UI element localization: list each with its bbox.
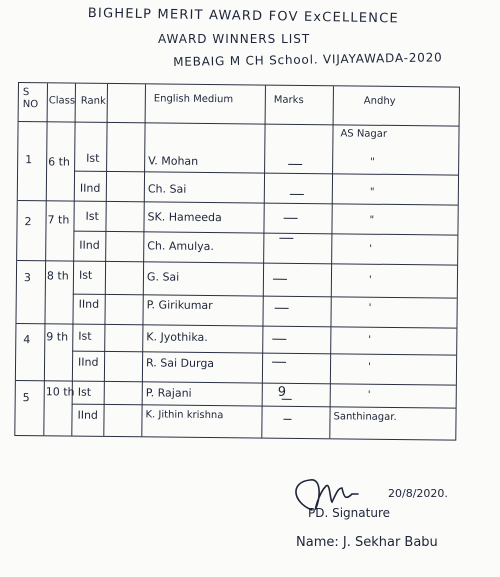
row-3-name: SK. Hameeda (147, 210, 222, 225)
row-1-marks-dash (288, 164, 302, 165)
row-5-marks-dash (273, 279, 287, 280)
row-2-marks-dash (290, 194, 304, 195)
header-rank: Rank (80, 95, 106, 107)
row-10-address: Santhinagar. (333, 411, 397, 423)
row-1-address: " (370, 156, 375, 168)
row-8-address: ' (367, 361, 371, 373)
row-9-marks: 9 (277, 384, 287, 400)
header-class: Class (48, 95, 76, 107)
row-1-sno: 1 (25, 153, 33, 167)
row-divider (18, 200, 458, 206)
row-3-address: " (369, 214, 375, 226)
header-marks: Marks (273, 94, 304, 106)
row-7-sno: 4 (23, 333, 31, 347)
row-7-class: 9 th (46, 330, 69, 344)
row-6-address: ' (368, 302, 372, 314)
document-title-line-3: MEBAIG M CH School. VIJAYAWADA-2020 (173, 50, 443, 69)
row-9-marks-dash (282, 399, 292, 400)
header-sno: S NO (22, 87, 39, 111)
row-4-address: ' (369, 243, 373, 255)
row-8-rank: IInd (78, 355, 99, 369)
row-10-rank: IInd (77, 408, 99, 422)
signature-title: PD. Signature (308, 506, 390, 520)
row-divider (72, 404, 456, 409)
row-3-rank: Ist (85, 209, 99, 223)
row-divider (72, 351, 456, 356)
row-3-class: 7 th (47, 213, 70, 227)
row-4-rank: IInd (79, 238, 100, 252)
row-6-marks-dash (275, 308, 289, 309)
row-5-class: 8 th (46, 269, 69, 283)
row-9-address: ' (367, 389, 371, 401)
row-8-marks-dash (272, 362, 286, 363)
row-5-name: G. Sai (146, 270, 180, 284)
award-winners-table (14, 82, 460, 441)
row-3-sno: 2 (24, 215, 32, 229)
signatory-name: Name: J. Sekhar Babu (296, 535, 438, 550)
address-sub-label: AS Nagar (340, 128, 388, 140)
row-4-marks-dash (279, 238, 293, 239)
row-7-name: K. Jyothika. (146, 330, 208, 345)
row-divider (16, 323, 456, 329)
row-1-class: 6 th (48, 155, 71, 169)
row-5-address: ' (368, 274, 372, 286)
signature-date: 20/8/2020. (388, 487, 448, 500)
row-divider (17, 260, 457, 266)
header-english-medium: English Medium (153, 93, 234, 106)
row-4-name: Ch. Amulya. (147, 239, 215, 254)
row-6-rank: IInd (78, 297, 100, 311)
row-10-marks-dash (283, 419, 291, 420)
row-2-name: Ch. Sai (147, 182, 187, 196)
row-7-address: ' (368, 334, 372, 346)
row-2-address: " (369, 186, 375, 198)
row-9-rank: Ist (77, 385, 92, 399)
row-2-rank: IInd (79, 181, 101, 195)
row-3-marks-dash (284, 218, 298, 219)
document-title-line-1: BIGHELP MERIT AWARD FOV ExCELLENCE (87, 6, 399, 27)
row-divider (73, 294, 457, 299)
row-9-class: 10 th (45, 385, 75, 399)
row-5-rank: Ist (78, 268, 93, 282)
header-divider (19, 121, 459, 127)
row-9-sno: 5 (22, 391, 30, 405)
row-9-name: P. Rajani (145, 386, 192, 400)
row-divider (74, 171, 458, 176)
row-10-name: K. Jithin krishna (145, 409, 224, 422)
row-7-rank: Ist (78, 329, 92, 343)
row-1-rank: Ist (86, 151, 100, 165)
row-7-marks-dash (272, 339, 286, 340)
row-6-name: P. Girikumar (146, 298, 213, 313)
row-1-name: V. Mohan (148, 154, 199, 168)
row-5-sno: 3 (23, 271, 32, 285)
row-8-name: R. Sai Durga (145, 356, 215, 371)
document-title-line-2: AWARD WINNERS LIST (158, 32, 311, 46)
header-address: Andhy (363, 95, 396, 107)
row-divider (73, 231, 457, 236)
